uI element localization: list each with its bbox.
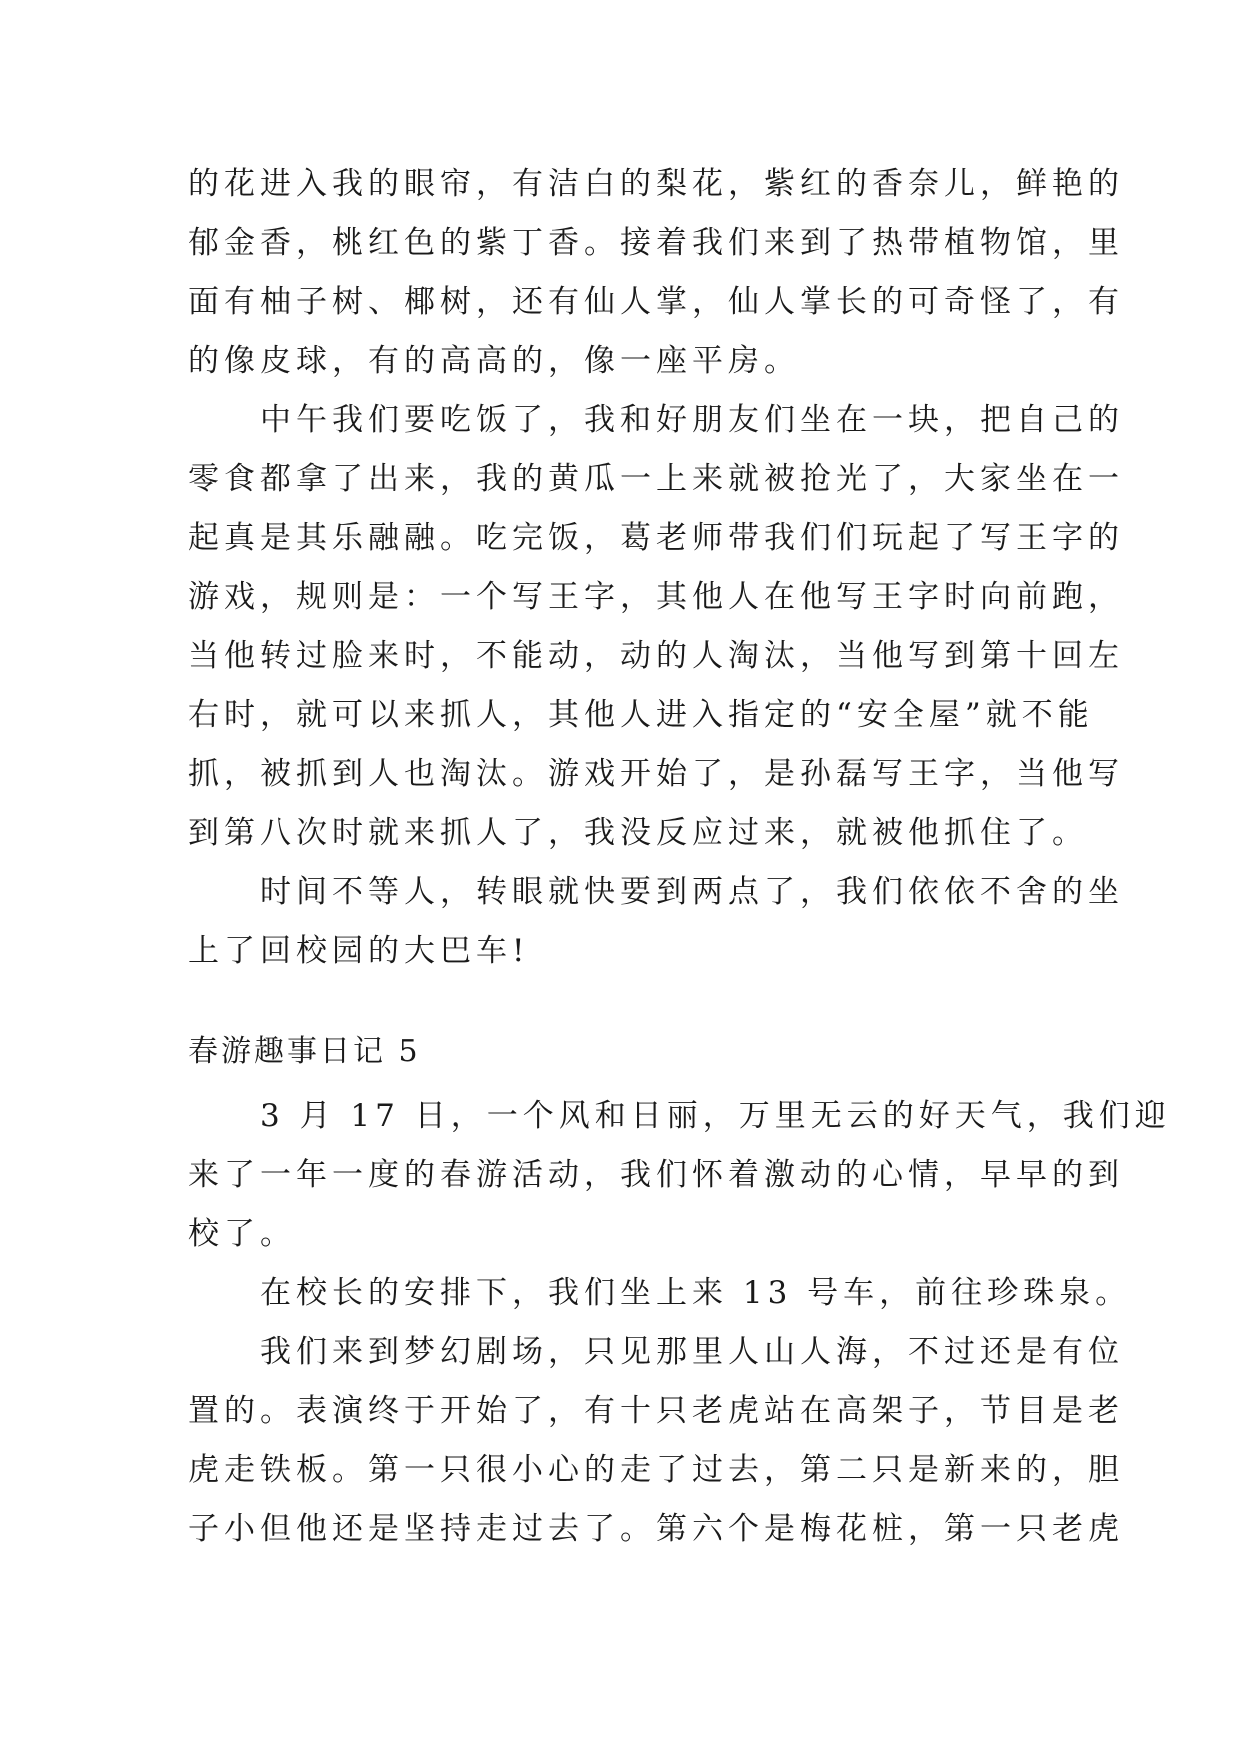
- section-heading: 春游趣事日记 5: [188, 1034, 421, 1069]
- text-line: 置的。表演终于开始了，有十只老虎站在高架子，节目是老: [188, 1393, 1124, 1429]
- text-line: 郁金香，桃红色的紫丁香。接着我们来到了热带植物馆，里: [188, 225, 1124, 261]
- text-line: 时间不等人，转眼就快要到两点了，我们依依不舍的坐: [188, 874, 1124, 910]
- text-line: 在校长的安排下，我们坐上来 13 号车，前往珍珠泉。: [188, 1275, 1132, 1311]
- text-line: 校了。: [188, 1216, 296, 1252]
- text-line: 当他转过脸来时，不能动，动的人淘汰，当他写到第十回左: [188, 638, 1124, 674]
- text-line: 中午我们要吃饭了，我和好朋友们坐在一块，把自己的: [188, 402, 1124, 438]
- section-a-paragraphs: [188, 155, 1124, 981]
- text-line: 我们来到梦幻剧场，只见那里人山人海，不过还是有位: [188, 1334, 1124, 1370]
- text-line: 起真是其乐融融。吃完饭，葛老师带我们们玩起了写王字的: [188, 520, 1124, 556]
- text-line: 虎走铁板。第一只很小心的走了过去，第二只是新来的，胆: [188, 1452, 1124, 1488]
- text-line: 抓，被抓到人也淘汰。游戏开始了，是孙磊写王字，当他写: [188, 756, 1124, 792]
- text-line: 的像皮球，有的高高的，像一座平房。: [188, 343, 800, 379]
- text-line: 上了回校园的大巴车!: [188, 933, 530, 969]
- text-line: 的花进入我的眼帘，有洁白的梨花，紫红的香奈儿，鲜艳的: [188, 166, 1124, 202]
- text-line: 3 月 17 日，一个风和日丽，万里无云的好天气，我们迎: [188, 1098, 1171, 1134]
- section-b-paragraphs: [188, 1087, 1171, 1559]
- text-line: 面有柚子树、椰树，还有仙人掌，仙人掌长的可奇怪了，有: [188, 284, 1124, 320]
- text-line: 零食都拿了出来，我的黄瓜一上来就被抢光了，大家坐在一: [188, 461, 1124, 497]
- text-line: 子小但他还是坚持走过去了。第六个是梅花桩，第一只老虎: [188, 1511, 1124, 1547]
- text-line: 右时，就可以来抓人，其他人进入指定的“安全屋”就不能: [188, 697, 1094, 733]
- text-line: 来了一年一度的春游活动，我们怀着激动的心情，早早的到: [188, 1157, 1124, 1193]
- text-line: 游戏，规则是：一个写王字，其他人在他写王字时向前跑，: [188, 579, 1124, 615]
- text-line: 到第八次时就来抓人了，我没反应过来，就被他抓住了。: [188, 815, 1088, 851]
